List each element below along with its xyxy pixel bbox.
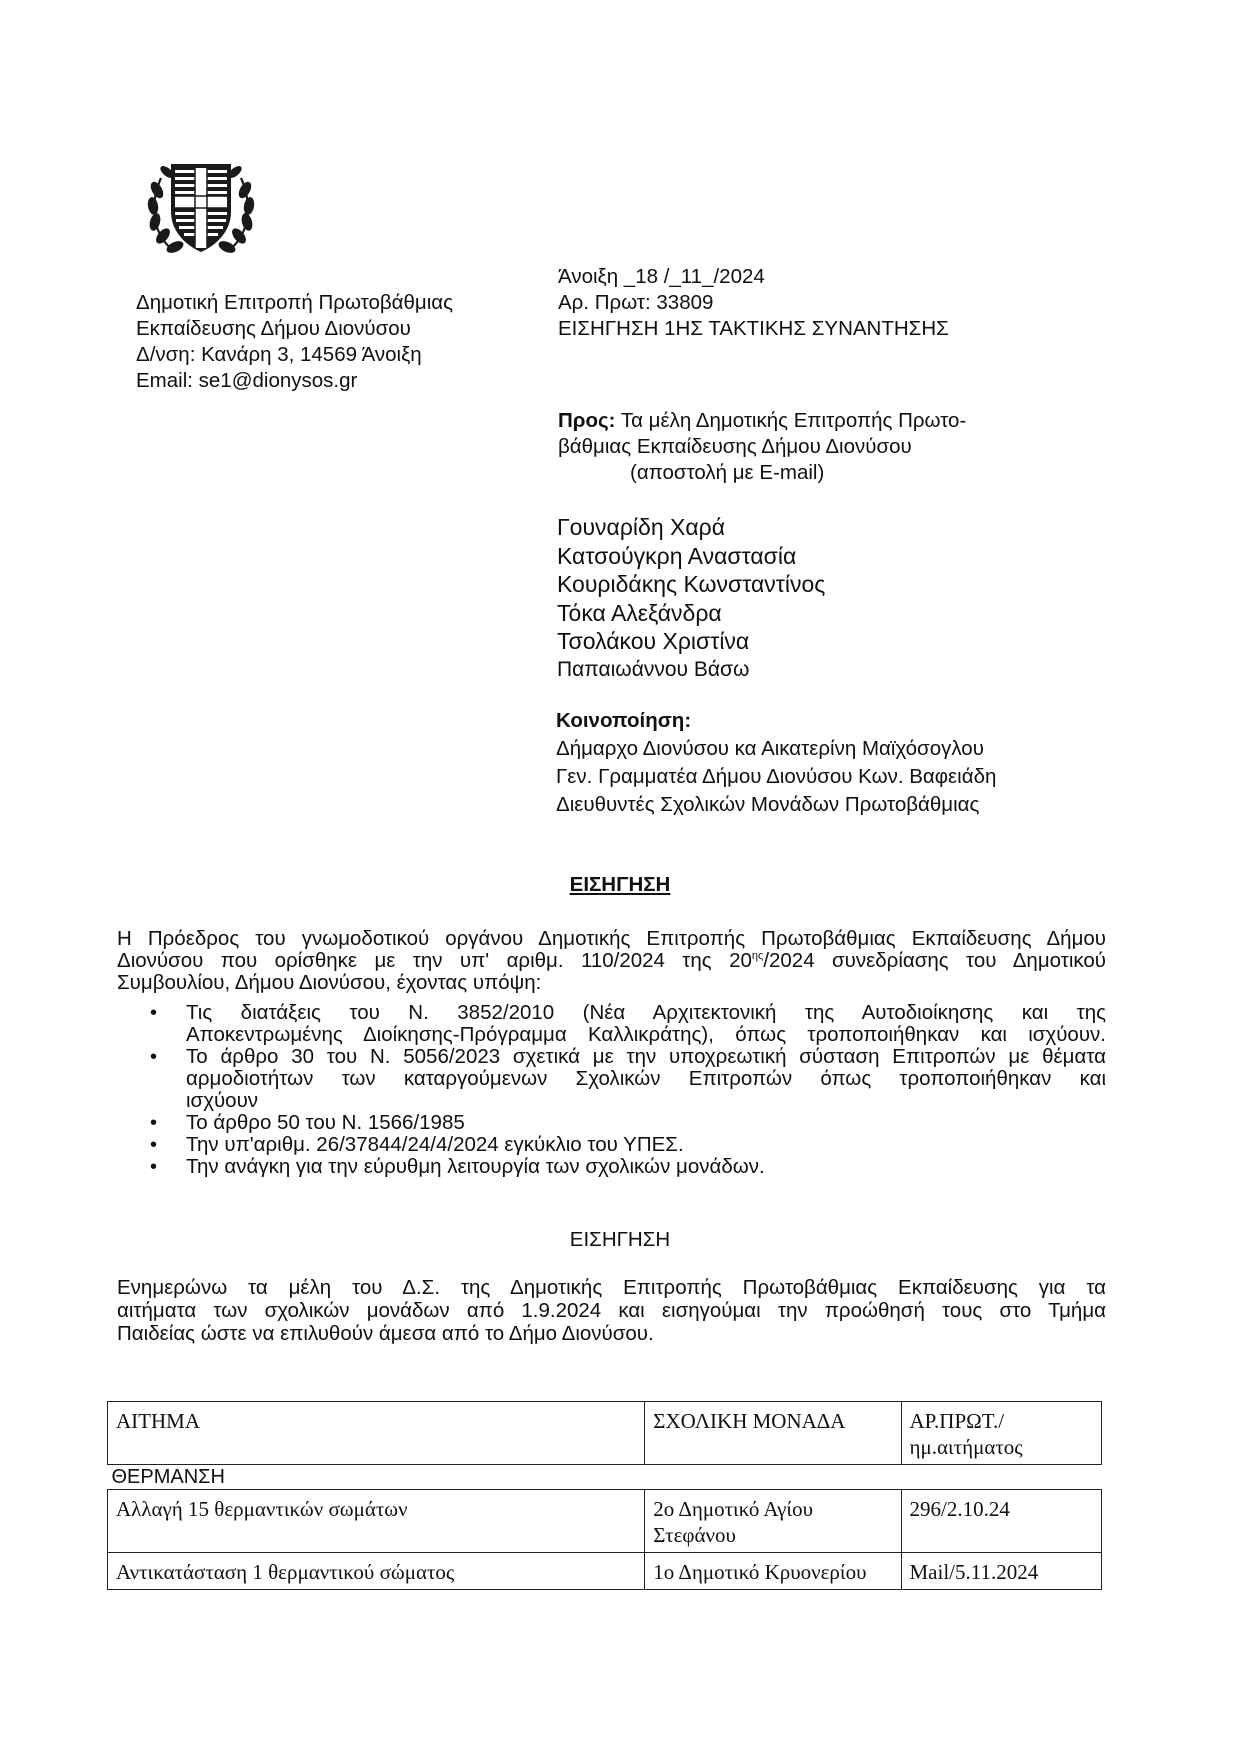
table-row: [108, 1490, 1102, 1553]
main-heading: ΕΙΣΗΓΗΣΗ: [569, 873, 671, 896]
cell-request: Αντικατάσταση 1 θερμαντικού σώματος: [108, 1553, 645, 1590]
requests-table: [107, 1401, 1102, 1590]
cell-school-line2: Στεφάνου: [653, 1523, 736, 1547]
intro-paragraph: [117, 928, 1106, 994]
recipients-label: Προς:: [558, 409, 616, 432]
intro-line2-sup: ης: [751, 950, 764, 963]
table-header-row: [108, 1402, 1102, 1465]
para2-line1: Ενημερώνω τα μέλη του Δ.Σ. της Δημοτικής Επιτροπής Πρωτοβάθμιας Εκπαίδευσης για τα: [117, 1276, 1106, 1299]
sender-org-line2: Εκπαίδευσης Δήμου Διονύσου: [136, 317, 411, 340]
bullet2-line3: ισχύουν: [186, 1089, 259, 1112]
document-subject: ΕΙΣΗΓΗΣΗ 1ΗΣ ΤΑΚΤΙΚΗΣ ΣΥΝΑΝΤΗΣΗΣ: [558, 317, 949, 340]
header-protocol-line1: ΑΡ.ΠΡΩΤ./: [909, 1409, 1005, 1433]
table-row: [108, 1553, 1102, 1590]
recommendation-paragraph: [117, 1276, 1106, 1345]
list-item: • Την ανάγκη για την εύρυθμη λειτουργία των σχολικών μονάδων.: [148, 1156, 1106, 1178]
list-item: [148, 1002, 1106, 1046]
cc-item: Δήμαρχο Διονύσου κα Αικατερίνη Μαϊχόσογλου: [556, 737, 984, 760]
header-protocol: [901, 1402, 1102, 1465]
header-school: ΣΧΟΛΙΚΗ ΜΟΝΑΔΑ: [645, 1402, 901, 1465]
bullet2-line1: • Το άρθρο 30 του Ν. 5056/2023 σχετικά με την υποχρεωτική σύσταση Επιτροπών με θέματα: [186, 1045, 1106, 1068]
recipients-block: [558, 408, 966, 486]
second-heading: ΕΙΣΗΓΗΣΗ: [569, 1228, 671, 1251]
table-section-row: [108, 1465, 1102, 1490]
recipient-name: Παπαιωάννου Βάσω: [557, 657, 750, 681]
sender-block: [136, 290, 453, 394]
recipient-name: Κατσούγκρη Αναστασία: [557, 542, 797, 569]
bullet2-line2: αρμοδιοτήτων των καταργούμενων Σχολικών Επιτροπών όπως τροποποιήθηκαν και: [186, 1067, 1106, 1090]
intro-line2-b: /2024 συνεδρίασης του Δημοτικού: [763, 950, 1106, 972]
sender-org-line1: Δημοτική Επιτροπή Πρωτοβάθμιας: [136, 291, 454, 314]
cc-label: Κοινοποίηση:: [556, 709, 692, 732]
cell-school-line1: 2ο Δημοτικό Αγίου: [653, 1497, 813, 1521]
list-item: • Την υπ'αριθμ. 26/37844/24/4/2024 εγκύκλιο του ΥΠΕΣ.: [148, 1134, 1106, 1156]
recipient-name: Κουριδάκης Κωνσταντίνος: [557, 571, 826, 597]
intro-line1: Η Πρόεδρος του γνωμοδοτικού οργάνου Δημοτικής Επιτροπής Πρωτοβάθμιας Εκπαίδευσης Δήμου: [117, 928, 1106, 950]
greek-coat-of-arms-emblem: [143, 150, 259, 266]
recipient-names-list: [557, 513, 825, 684]
cell-school: [645, 1553, 901, 1590]
considerations-list: [148, 1002, 1106, 1178]
list-item: [148, 1046, 1106, 1112]
header-protocol-line2: ημ.αιτήματος: [909, 1435, 1023, 1459]
document-header: [558, 264, 949, 342]
para2-line2: αιτήματα των σχολικών μονάδων από 1.9.2024 και εισηγούμαι την προώθησή τους στο Τμήμα: [117, 1299, 1106, 1322]
cc-block: [556, 707, 996, 819]
recipient-name: Τσολάκου Χριστίνα: [557, 628, 750, 654]
intro-line2-a: Διονύσου που ορίσθηκε με την υπ' αριθμ. 110/2024 της 20: [117, 950, 752, 972]
sender-email: Email: se1@dionysos.gr: [136, 369, 358, 392]
sender-address: Δ/νση: Κανάρη 3, 14569 Άνοιξη: [136, 343, 422, 366]
para2-line3: Παιδείας ώστε να επιλυθούν άμεσα από το Δήμο Διονύσου.: [117, 1322, 654, 1345]
intro-line2: [117, 950, 1106, 972]
cell-request: Αλλαγή 15 θερμαντικών σωμάτων: [108, 1490, 645, 1553]
list-item: • Το άρθρο 50 του Ν. 1566/1985: [148, 1112, 1106, 1134]
recipients-line3: (αποστολή με E-mail): [630, 461, 825, 484]
cell-protocol: Mail/5.11.2024: [901, 1553, 1102, 1590]
bullet1-line1: • Τις διατάξεις του Ν. 3852/2010 (Νέα Αρχιτεκτονική της Αυτοδιοίκησης και της: [186, 1001, 1106, 1024]
header-request: ΑΙΤΗΜΑ: [108, 1402, 645, 1465]
cell-protocol: 296/2.10.24: [901, 1490, 1102, 1553]
cc-item: Διευθυντές Σχολικών Μονάδων Πρωτοβάθμιας: [556, 793, 980, 816]
cell-school-line1: 1ο Δημοτικό Κρυονερίου: [653, 1560, 867, 1584]
bullet1-line2: Αποκεντρωμένης Διοίκησης-Πρόγραμμα Καλλικράτης), όπως τροποποιήθηκαν και ισχύουν.: [186, 1023, 1106, 1046]
recipients-line1: Τα μέλη Δημοτικής Επιτροπής Πρωτο-: [620, 409, 967, 432]
protocol-number: Αρ. Πρωτ: 33809: [558, 291, 714, 314]
recipient-name: Τόκα Αλεξάνδρα: [557, 599, 722, 626]
cell-school: [645, 1490, 901, 1553]
recipient-name: Γουναρίδη Χαρά: [557, 514, 726, 540]
recipients-line2: βάθμιας Εκπαίδευσης Δήμου Διονύσου: [558, 435, 912, 458]
cc-item: Γεν. Γραμματέα Δήμου Διονύσου Κων. Βαφειάδη: [556, 765, 997, 788]
document-date: Άνοιξη _18 /_11_/2024: [558, 265, 765, 288]
intro-line3: Συμβουλίου, Δήμου Διονύσου, έχοντας υπόψη:: [117, 972, 542, 994]
section-heating: ΘΕΡΜΑΝΣΗ: [108, 1465, 1102, 1490]
